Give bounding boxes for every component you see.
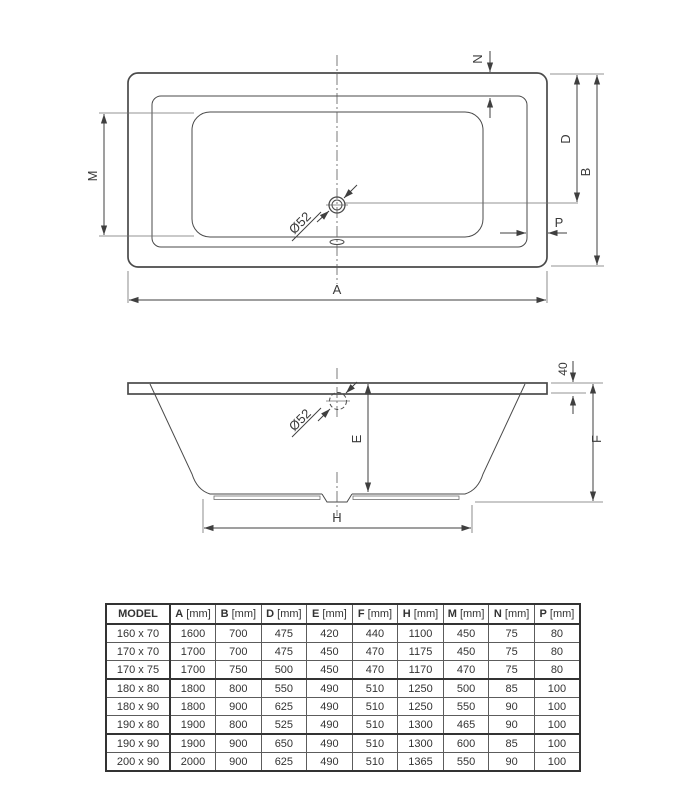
column-header-A: A [mm] — [170, 604, 216, 624]
side-view — [128, 361, 604, 533]
bottom-pad-left — [214, 496, 320, 500]
column-header-D: D [mm] — [261, 604, 307, 624]
column-header-B: B [mm] — [216, 604, 262, 624]
model-cell: 180 x 80 — [106, 679, 170, 698]
dim-F — [475, 383, 604, 502]
table-row: 180 x 80 1800 800 550 490 510 1250 500 85 100 — [106, 679, 580, 698]
dim-label-B: B — [578, 167, 593, 177]
table-row: 180 x 90 1800 900 625 490 510 1250 550 90 100 — [106, 698, 580, 716]
dim-E — [349, 384, 368, 492]
column-header-M: M [mm] — [443, 604, 489, 624]
dim-M — [85, 113, 194, 236]
dim-rim-height — [551, 361, 586, 414]
bottom-pad-right — [353, 496, 459, 500]
dim-label-40: 40 — [556, 362, 570, 376]
drain-diameter-label: Ø52 — [285, 405, 314, 434]
table-row: 200 x 90 2000 900 625 490 510 1365 550 90 100 — [106, 753, 580, 772]
dim-P — [500, 215, 567, 233]
dim-label-M: M — [85, 170, 100, 182]
model-cell: 190 x 80 — [106, 716, 170, 735]
column-header-H: H [mm] — [398, 604, 444, 624]
dim-label-P: P — [554, 215, 564, 230]
dim-A — [128, 271, 547, 303]
model-cell: 170 x 75 — [106, 661, 170, 680]
tub-inner-edge — [152, 96, 527, 247]
model-cell: 180 x 90 — [106, 698, 170, 716]
dim-N — [470, 51, 490, 118]
dim-label-D: D — [558, 134, 573, 144]
table-row: 170 x 70 1700 700 475 450 470 1175 450 75 80 — [106, 643, 580, 661]
table-header-row — [106, 604, 580, 624]
drain-diameter-label: Ø52 — [285, 208, 314, 237]
table-row: 170 x 75 1700 750 500 450 470 1170 470 75 80 — [106, 661, 580, 680]
drain-hole — [286, 185, 578, 241]
column-header-P: P [mm] — [534, 604, 580, 624]
dim-label-F: F — [589, 435, 604, 443]
model-cell: 170 x 70 — [106, 643, 170, 661]
column-header-F: F [mm] — [352, 604, 398, 624]
dim-D — [550, 74, 604, 202]
dim-label-H: H — [332, 510, 342, 525]
top-view — [85, 51, 604, 303]
dimension-table — [105, 603, 581, 772]
table-row: 190 x 80 1900 800 525 490 510 1300 465 90 100 — [106, 716, 580, 735]
column-header-N: N [mm] — [489, 604, 535, 624]
tub-outer-rim — [128, 73, 547, 267]
column-header-model: MODEL — [106, 604, 170, 624]
model-cell: 200 x 90 — [106, 753, 170, 772]
dim-label-N: N — [470, 54, 485, 64]
tub-basin-bottom — [192, 112, 483, 237]
dim-label-A: A — [332, 282, 342, 297]
body-profile — [150, 384, 525, 502]
column-header-E: E [mm] — [307, 604, 353, 624]
dim-label-E: E — [349, 434, 364, 444]
model-cell: 160 x 70 — [106, 624, 170, 643]
dim-H — [203, 499, 472, 533]
drain-marker — [286, 382, 357, 437]
table-row: 190 x 90 1900 900 650 490 510 1300 600 85 100 — [106, 734, 580, 753]
model-cell: 190 x 90 — [106, 734, 170, 753]
table-row: 160 x 70 1600 700 475 420 440 1100 450 75 80 — [106, 624, 580, 643]
